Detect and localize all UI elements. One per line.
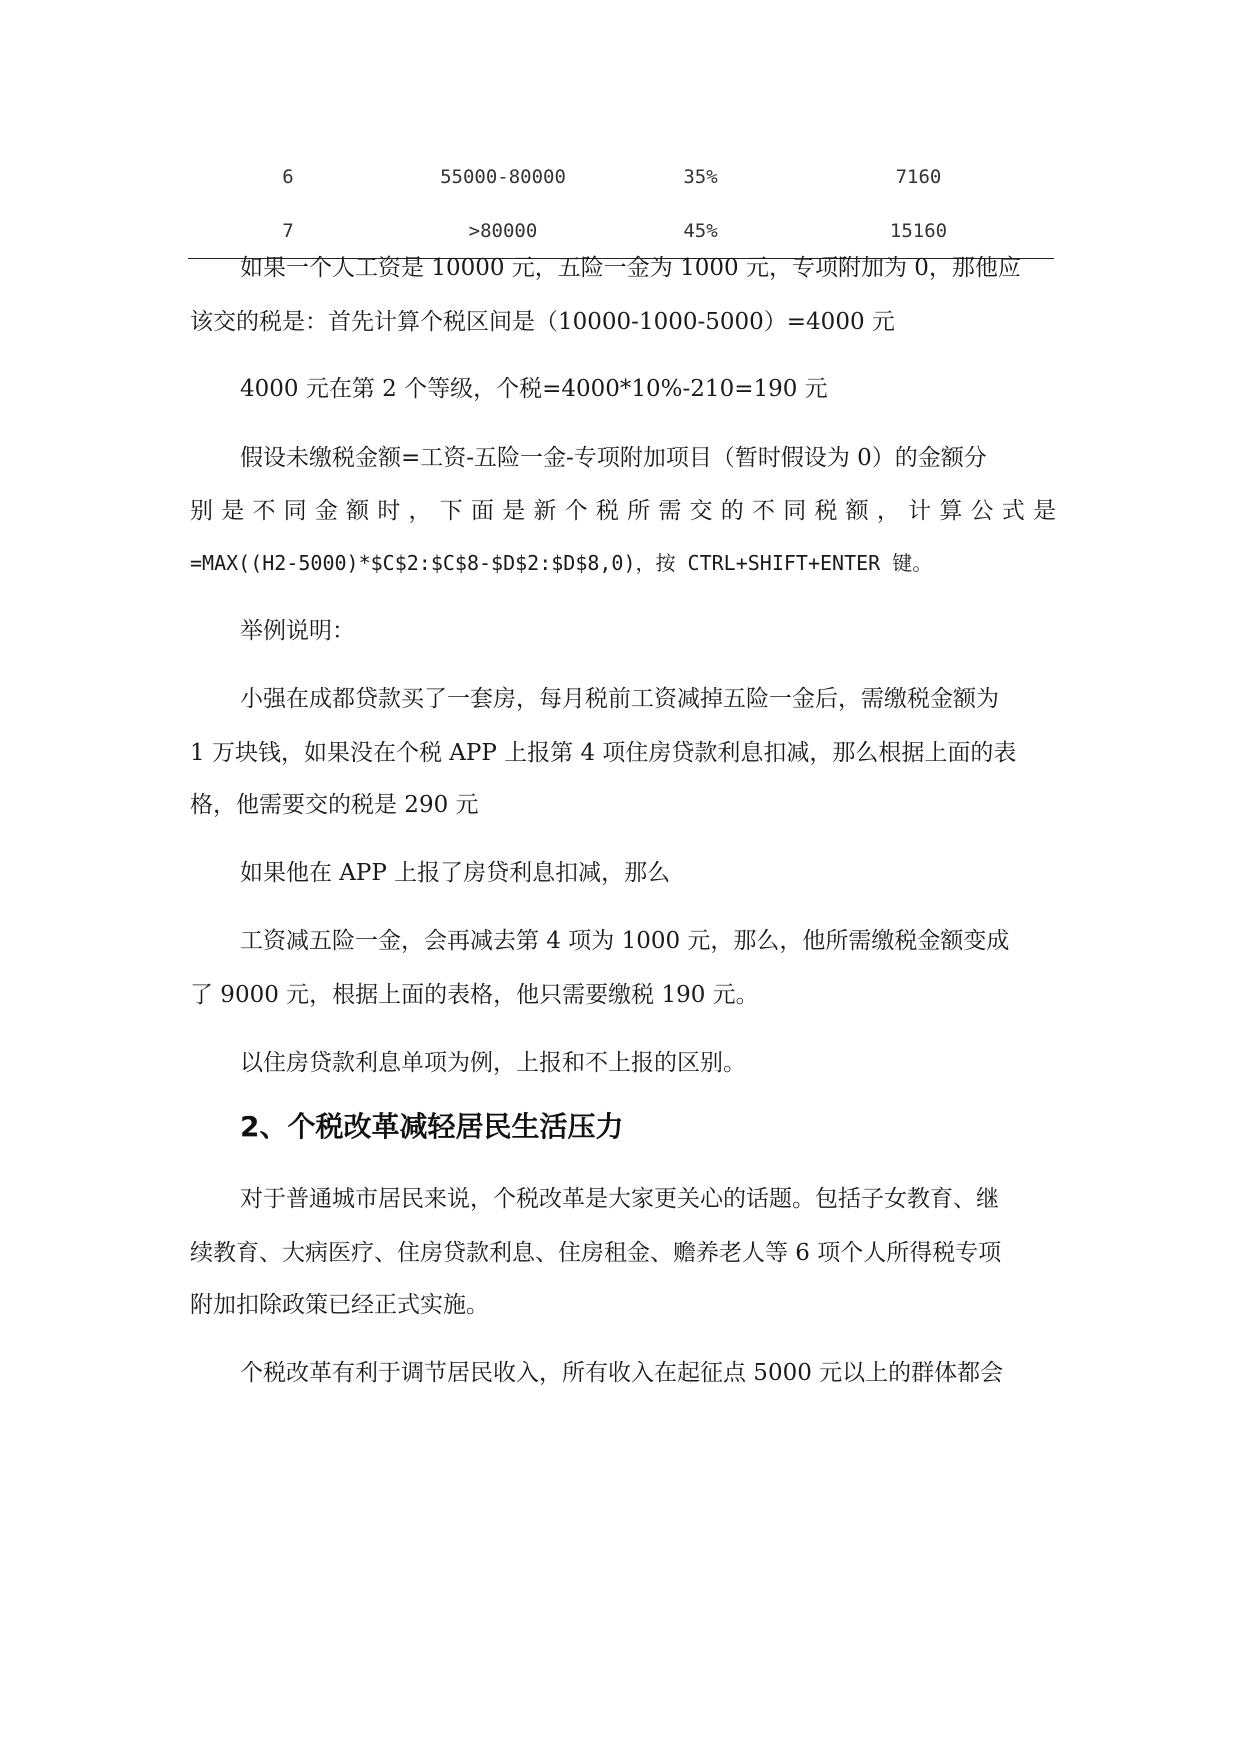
text-line: 举例说明：: [240, 618, 355, 644]
section-heading: 2、个税改革减轻居民生活压力: [240, 1110, 624, 1143]
paragraph-xiaoqiang-cont: [190, 726, 1056, 780]
paragraph-app-report: [190, 846, 1056, 900]
paragraph-salary-example-cont: [190, 295, 1056, 349]
text-line: 以住房贷款利息单项为例，上报和不上报的区别。: [240, 1050, 746, 1076]
text-line: 4000 元在第 2 个等级，个税=4000*10%-210=190 元: [240, 376, 828, 402]
text-line: 小强在成都贷款买了一套房，每月税前工资减掉五险一金后，需缴税金额为: [240, 686, 999, 712]
table-cell-level: 6: [282, 166, 294, 188]
paragraph-xiaoqiang: [190, 672, 1056, 726]
text-line: 工资减五险一金，会再减去第 4 项为 1000 元，那么，他所需缴税金额变成: [240, 928, 1010, 954]
text-line: 了 9000 元，根据上面的表格，他只需要缴税 190 元。: [190, 982, 759, 1008]
paragraph-xiaoqiang-end: [190, 778, 1056, 832]
text-line: 假设未缴税金额=工资-五险一金-专项附加项目（暂时假设为 0）的金额分: [240, 445, 987, 471]
paragraph-income-regulation: [190, 1346, 1056, 1400]
text-line: 个税改革有利于调节居民收入，所有收入在起征点 5000 元以上的群体都会: [240, 1360, 1004, 1386]
table-cell-range: >80000: [388, 204, 618, 259]
text-line: 附加扣除政策已经正式实施。: [190, 1292, 489, 1318]
text-line: 格，他需要交的税是 290 元: [190, 792, 479, 818]
table-cell-range: 55000-80000: [440, 166, 566, 188]
paragraph-tax-level: [190, 362, 1056, 416]
table-cell-deduction: 15160: [783, 204, 1054, 259]
paragraph-formula-expression: [190, 536, 1056, 590]
text-line: 别是不同金额时，下面是新个税所需交的不同税额，计算公式是: [190, 498, 1056, 524]
paragraph-reform: [190, 1172, 1056, 1226]
text-line: 该交的税是：首先计算个税区间是（10000-1000-5000）=4000 元: [190, 309, 895, 335]
text-line: 对于普通城市居民来说，个税改革是大家更关心的话题。包括子女教育、继: [240, 1186, 999, 1212]
formula-text: =MAX((H2-5000)*$C$2:$C$8-$D$2:$D$8,0)，按 CTRL+SHIFT+ENTER 键。: [190, 551, 933, 575]
text-line: 1 万块钱，如果没在个税 APP 上报第 4 项住房贷款利息扣减，那么根据上面的表: [190, 740, 1017, 766]
text-line: 如果一个人工资是 10000 元，五险一金为 1000 元，专项附加为 0，那他应: [240, 255, 1021, 281]
paragraph-formula-cont: [190, 484, 1056, 538]
paragraph-reform-end: [190, 1278, 1056, 1332]
table-row: [188, 150, 1054, 204]
table-cell-rate: 45%: [618, 204, 783, 259]
text-line: 续教育、大病医疗、住房贷款利息、住房租金、赡养老人等 6 项个人所得税专项: [190, 1240, 1002, 1266]
paragraph-salary-example: [190, 241, 1056, 295]
paragraph-reform-cont: [190, 1226, 1056, 1280]
text-line: 如果他在 APP 上报了房贷利息扣减，那么: [240, 860, 671, 886]
paragraph-formula: [190, 431, 1056, 485]
paragraph-comparison: [190, 1036, 1056, 1090]
table-cell-level: 7: [188, 204, 388, 259]
table-cell-deduction: 7160: [895, 166, 942, 188]
table-cell-rate: 35%: [683, 166, 718, 188]
paragraph-deduction-cont: [190, 968, 1056, 1022]
paragraph-example-intro: [190, 604, 1056, 658]
paragraph-deduction: [190, 914, 1056, 968]
